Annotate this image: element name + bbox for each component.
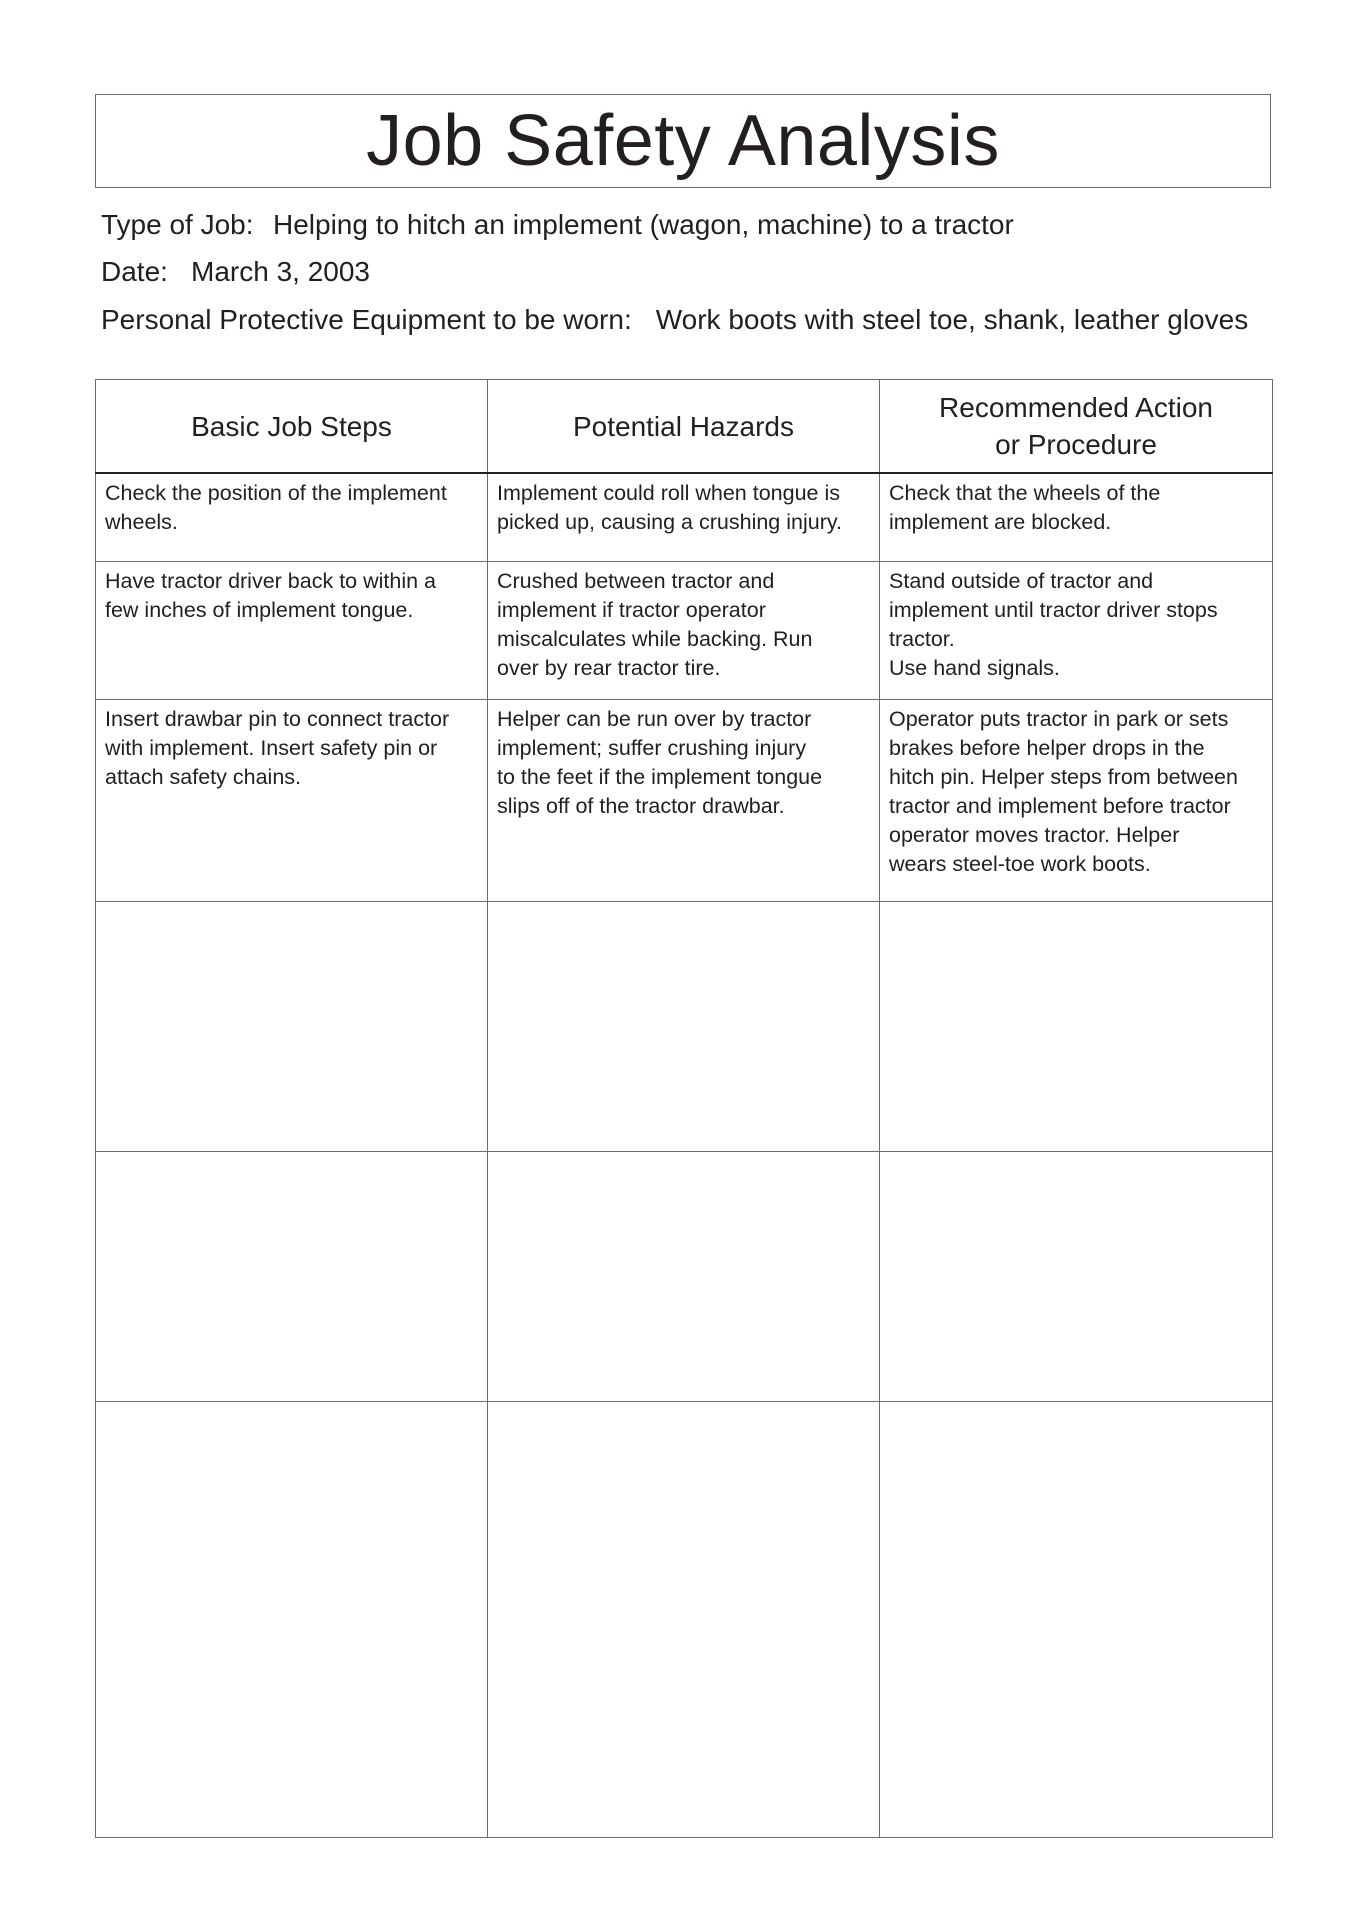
hazard-cell: Crushed between tractor and implement if tractor operator miscalculates while backing. Run over by rear tractor tire.	[488, 561, 880, 699]
ppe-label: Personal Protective Equipment to be worn:	[101, 304, 632, 335]
header-basic-job-steps: Basic Job Steps	[96, 380, 488, 474]
date-label: Date:	[101, 256, 168, 287]
title-box	[95, 94, 1271, 188]
action-cell: Stand outside of tractor and implement until tractor driver stops tractor. Use hand signals.	[880, 561, 1273, 699]
table-row-empty	[96, 1151, 1273, 1401]
table-row-empty	[96, 1401, 1273, 1837]
action-cell	[880, 1401, 1273, 1837]
table-header-row	[96, 380, 1273, 474]
header-potential-hazards: Potential Hazards	[488, 380, 880, 474]
action-cell	[880, 1151, 1273, 1401]
hazard-cell	[488, 1401, 880, 1837]
action-cell: Check that the wheels of the implement are blocked.	[880, 473, 1273, 561]
hazard-cell: Implement could roll when tongue is picked up, causing a crushing injury.	[488, 473, 880, 561]
page-title: Job Safety Analysis	[366, 101, 1000, 181]
step-cell	[96, 1151, 488, 1401]
step-cell	[96, 1401, 488, 1837]
job-safety-table	[95, 379, 1273, 1838]
header-recommended-action: Recommended Action or Procedure	[880, 380, 1273, 474]
date-value: March 3, 2003	[191, 256, 370, 287]
step-cell: Insert drawbar pin to connect tractor with implement. Insert safety pin or attach safety chains.	[96, 699, 488, 901]
action-cell: Operator puts tractor in park or sets brakes before helper drops in the hitch pin. Helper steps from between tractor and implement before tractor operator moves tractor. Helper wears steel-toe work boots.	[880, 699, 1273, 901]
ppe-row	[101, 304, 1248, 336]
step-cell: Have tractor driver back to within a few inches of implement tongue.	[96, 561, 488, 699]
step-cell	[96, 901, 488, 1151]
hazard-cell: Helper can be run over by tractor implement; suffer crushing injury to the feet if the implement tongue slips off of the tractor drawbar.	[488, 699, 880, 901]
action-cell	[880, 901, 1273, 1151]
table-row	[96, 473, 1273, 561]
step-cell: Check the position of the implement wheels.	[96, 473, 488, 561]
table-row	[96, 699, 1273, 901]
hazard-cell	[488, 1151, 880, 1401]
ppe-value: Work boots with steel toe, shank, leather gloves	[655, 304, 1249, 335]
table-row	[96, 561, 1273, 699]
table-row-empty	[96, 901, 1273, 1151]
type-of-job-label: Type of Job:	[101, 209, 254, 240]
type-of-job-row	[101, 209, 1014, 241]
type-of-job-value: Helping to hitch an implement (wagon, machine) to a tractor	[273, 209, 1014, 240]
hazard-cell	[488, 901, 880, 1151]
date-row	[101, 256, 370, 288]
